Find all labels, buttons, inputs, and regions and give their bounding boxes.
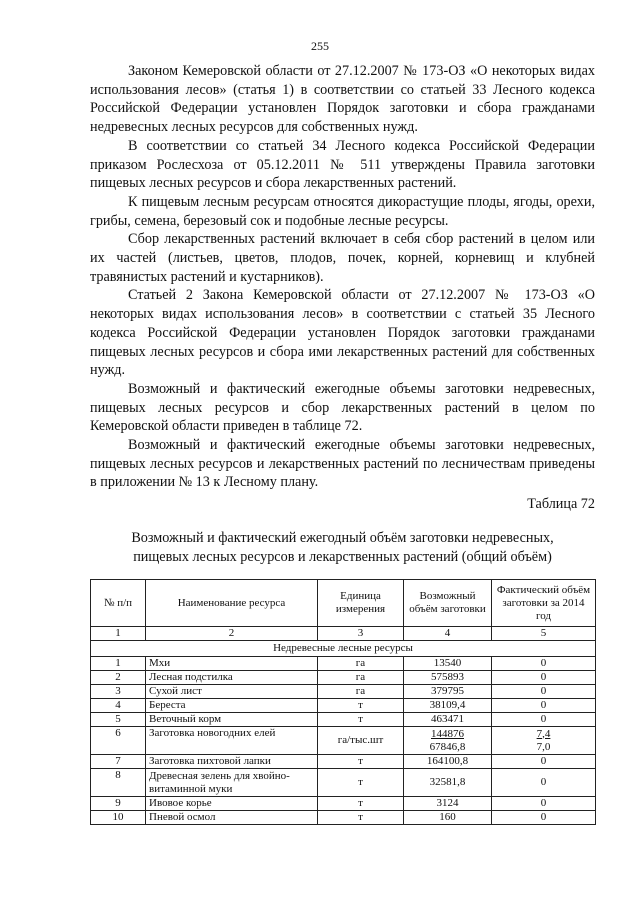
actual-volume: 0 <box>492 699 596 713</box>
actual-volume-count: 7,0 <box>536 740 551 753</box>
unit: т <box>318 811 404 825</box>
actual-volume: 0 <box>492 671 596 685</box>
row-number: 7 <box>91 755 146 769</box>
resource-name: Сухой лист <box>146 685 318 699</box>
actual-volume: 0 <box>492 685 596 699</box>
paragraph: Статьей 2 Закона Кемеровской области от 27.12.2007 № 173-ОЗ «О некоторых видах использования лесов» в соответствии с статьей 35 Лесного кодекса Российской Федерации установлен Порядок заготовки гражданами пищевых лесных ресурсов и сбора ими лекарственных растений для собственных нужд. <box>90 287 595 379</box>
row-number: 2 <box>91 671 146 685</box>
resource-name: Береста <box>146 699 318 713</box>
paragraph: Законом Кемеровской области от 27.12.2007 № 173-ОЗ «О некоторых видах использования лесов» (статья 1) в соответствии со статьей 33 Лесного кодекса Российской Федерации установлен Порядок заготовки и сбора гражданами недревесных лесных ресурсов для собственных нужд. <box>90 63 595 136</box>
resources-table <box>90 579 596 825</box>
column-number: 2 <box>146 627 318 641</box>
row-number: 1 <box>91 657 146 671</box>
paragraph: К пищевым лесным ресурсам относятся дикорастущие плоды, ягоды, орехи, грибы, семена, березовый сок и подобные лесные ресурсы. <box>90 193 595 229</box>
row-number: 9 <box>91 797 146 811</box>
resource-name: Лесная подстилка <box>146 671 318 685</box>
actual-volume: 0 <box>492 797 596 811</box>
table-row <box>91 755 596 769</box>
column-number: 4 <box>404 627 492 641</box>
table-caption-line: Возможный и фактический ежегодный объём заготовки недревесных, <box>131 530 554 546</box>
table-row <box>91 797 596 811</box>
table-row <box>91 685 596 699</box>
resource-name: Ивовое корье <box>146 797 318 811</box>
row-number: 3 <box>91 685 146 699</box>
resource-name: Заготовка пихтовой лапки <box>146 755 318 769</box>
header-possible: Возможный объём заготовки <box>404 580 492 627</box>
row-number: 8 <box>91 769 146 797</box>
possible-volume: 38109,4 <box>404 699 492 713</box>
table-row <box>91 713 596 727</box>
row-number: 10 <box>91 811 146 825</box>
paragraph: Сбор лекарственных растений включает в себя сбор растений в целом или их частей (листьев, цветов, плодов, почек, корней, корневищ и клубней травянистых растений и кустарников). <box>90 231 595 285</box>
table-row <box>91 671 596 685</box>
header-number: № п/п <box>91 580 146 627</box>
table-row <box>91 657 596 671</box>
paragraph: Возможный и фактический ежегодные объемы заготовки недревесных, пищевых лесных ресурсов и сбор лекарственных растений в целом по Кемеровской области приведен в таблице 72. <box>90 380 595 435</box>
table-row <box>91 769 596 797</box>
page-number: 255 <box>311 39 329 53</box>
row-number: 6 <box>91 727 146 755</box>
unit: т <box>318 797 404 811</box>
actual-volume-area: 7,4 <box>536 727 551 740</box>
table-caption-line: пищевых лесных ресурсов и лекарственных растений (общий объём) <box>133 548 552 565</box>
resource-name: Заготовка новогодних елей <box>146 727 318 755</box>
possible-volume: 3124 <box>404 797 492 811</box>
resource-name: Пневой осмол <box>146 811 318 825</box>
possible-volume-area: 144876 <box>431 727 464 740</box>
actual-volume <box>492 727 596 755</box>
body-text <box>90 62 595 492</box>
actual-volume: 0 <box>492 657 596 671</box>
column-number: 5 <box>492 627 596 641</box>
actual-volume: 0 <box>492 755 596 769</box>
possible-volume: 575893 <box>404 671 492 685</box>
possible-volume: 13540 <box>404 657 492 671</box>
actual-volume: 0 <box>492 811 596 825</box>
column-number: 3 <box>318 627 404 641</box>
unit: т <box>318 769 404 797</box>
unit: га <box>318 671 404 685</box>
column-number-row <box>91 627 596 641</box>
possible-volume-count: 67846,8 <box>429 740 466 753</box>
row-number: 4 <box>91 699 146 713</box>
header-resource: Наименование ресурса <box>146 580 318 627</box>
possible-volume: 164100,8 <box>404 755 492 769</box>
unit: т <box>318 755 404 769</box>
header-unit: Единица измерения <box>318 580 404 627</box>
possible-volume: 160 <box>404 811 492 825</box>
paragraph: Возможный и фактический ежегодные объемы заготовки недревесных, пищевых лесных ресурсов и лекарственных растений по лесничествам приведены в приложении № 13 к Лесному плану. <box>90 437 595 491</box>
unit: т <box>318 699 404 713</box>
table-row <box>91 727 596 755</box>
table-row <box>91 699 596 713</box>
table-row <box>91 811 596 825</box>
possible-volume <box>404 727 492 755</box>
possible-volume: 32581,8 <box>404 769 492 797</box>
unit: т <box>318 713 404 727</box>
actual-volume: 0 <box>492 769 596 797</box>
possible-volume: 379795 <box>404 685 492 699</box>
unit: га <box>318 685 404 699</box>
row-number: 5 <box>91 713 146 727</box>
table-caption <box>90 529 595 566</box>
section-row <box>91 641 596 657</box>
actual-volume: 0 <box>492 713 596 727</box>
unit: га/тыс.шт <box>318 727 404 755</box>
paragraph: В соответствии со статьей 34 Лесного кодекса Российской Федерации приказом Рослесхоза от 05.12.2011 № 511 утверждены Правила заготовки пищевых лесных ресурсов и сбора лекарственных растений. <box>90 137 595 192</box>
unit: га <box>318 657 404 671</box>
resource-name: Древесная зелень для хвойно-витаминной муки <box>146 769 318 797</box>
resource-name: Мхи <box>146 657 318 671</box>
column-number: 1 <box>91 627 146 641</box>
resource-name: Веточный корм <box>146 713 318 727</box>
section-title: Недревесные лесные ресурсы <box>91 641 596 657</box>
table-label: Таблица 72 <box>527 496 595 512</box>
header-actual: Фактический объём заготовки за 2014 год <box>492 580 596 627</box>
possible-volume: 463471 <box>404 713 492 727</box>
